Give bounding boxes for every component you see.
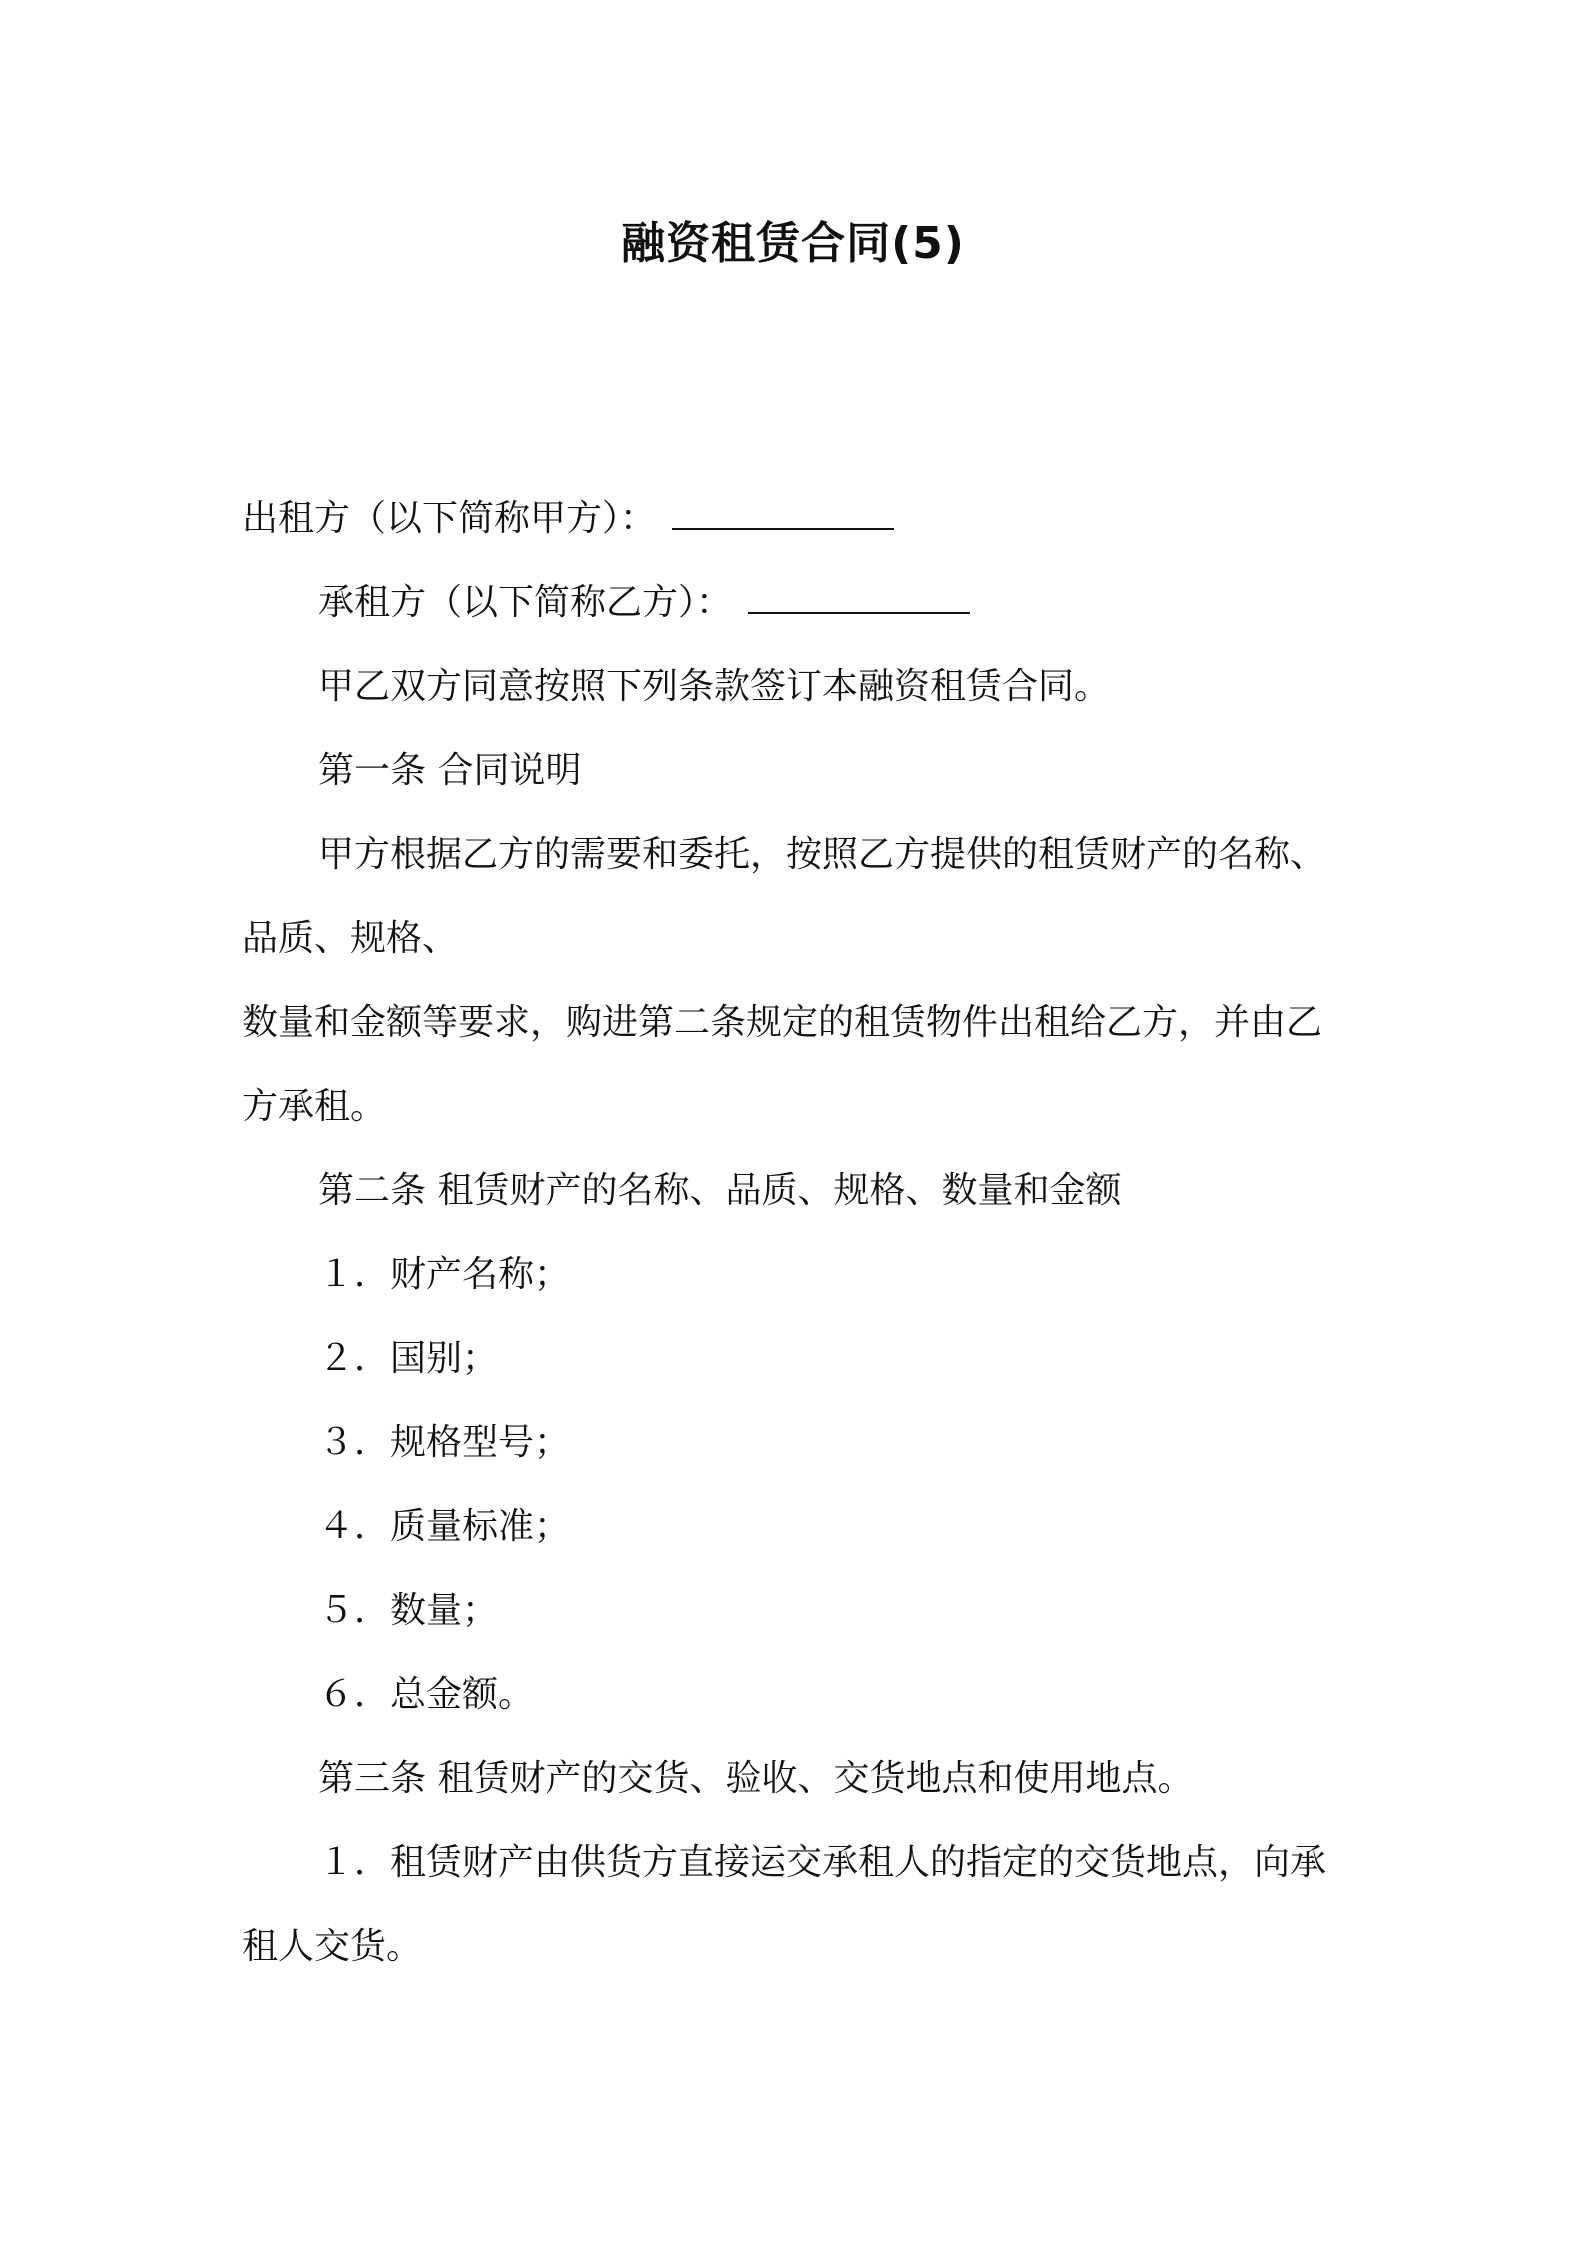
- article2-heading: 第二条 租赁财产的名称、品质、规格、数量和金额: [318, 1170, 1122, 1211]
- party-a-line: [242, 492, 894, 546]
- party-b-blank: [748, 584, 970, 614]
- party-b-line: [318, 576, 970, 630]
- article2-item: ２．国别；: [318, 1338, 499, 1379]
- party-b-label: 承租方（以下简称乙方）：: [318, 582, 733, 623]
- article3-line: １．租赁财产由供货方直接运交承租人的指定的交货地点，向承: [318, 1842, 1327, 1883]
- document-title: 融资租赁合同(5): [621, 218, 965, 269]
- article2-item: ６．总金额。: [318, 1674, 535, 1715]
- article1-heading: 第一条 合同说明: [318, 750, 582, 791]
- article1-line: 品质、规格、: [242, 918, 459, 959]
- article3-heading: 第三条 租赁财产的交货、验收、交货地点和使用地点。: [318, 1758, 1194, 1799]
- article1-line: 方承租。: [242, 1086, 387, 1127]
- article1-line: 数量和金额等要求，购进第二条规定的租赁物件出租给乙方，并由乙: [242, 1002, 1323, 1043]
- article3-line: 租人交货。: [242, 1926, 423, 1967]
- article2-item: ４．质量标准；: [318, 1506, 571, 1547]
- intro-paragraph: 甲乙双方同意按照下列条款签订本融资租赁合同。: [318, 666, 1111, 707]
- article2-item: ５．数量；: [318, 1590, 499, 1631]
- article1-line: 甲方根据乙方的需要和委托，按照乙方提供的租赁财产的名称、: [318, 834, 1327, 875]
- party-a-blank: [672, 500, 894, 530]
- party-a-label: 出租方（以下简称甲方）：: [242, 498, 657, 539]
- article2-item: ３．规格型号；: [318, 1422, 571, 1463]
- article2-item: １．财产名称；: [318, 1254, 571, 1295]
